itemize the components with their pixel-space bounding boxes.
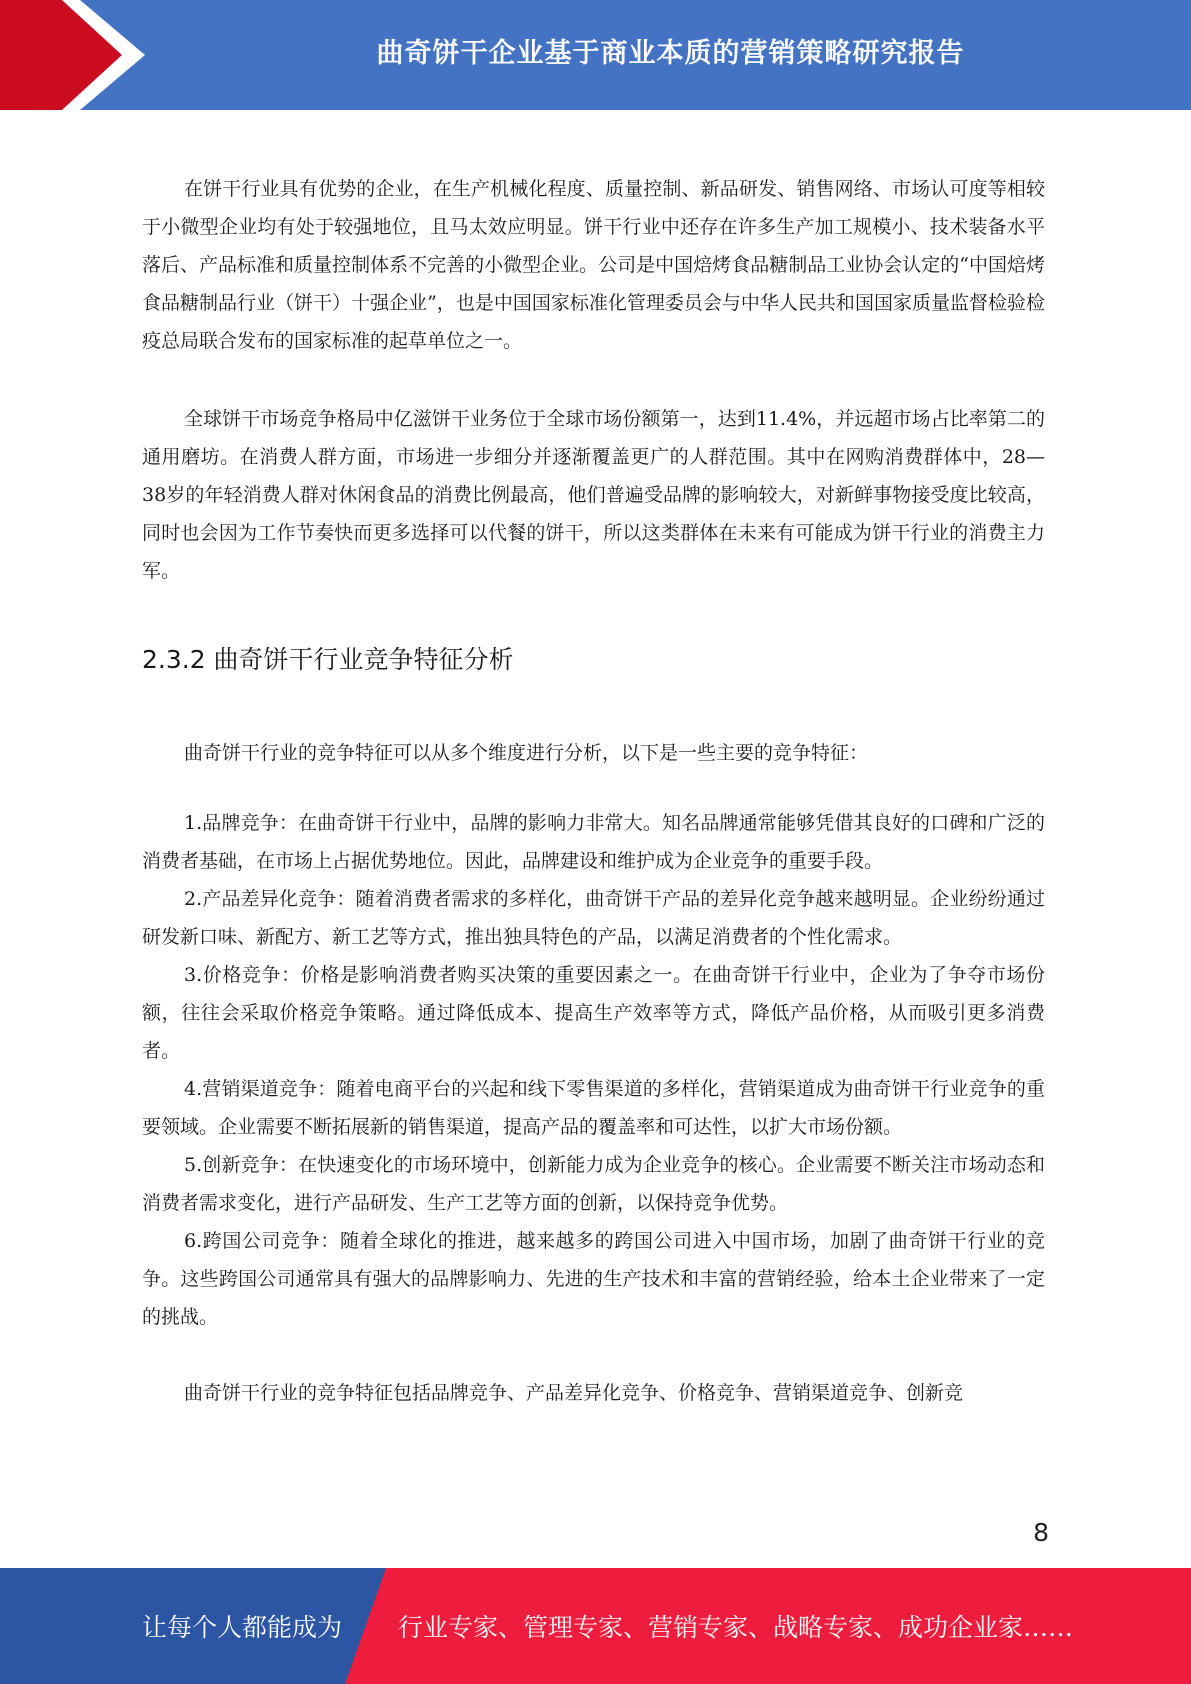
header-arrow-decoration — [0, 0, 160, 110]
list-item: 2.产品差异化竞争：随着消费者需求的多样化，曲奇饼干产品的差异化竞争越来越明显。企业纷纷通过研发新口味、新配方、新工艺等方式，推出独具特色的产品，以满足消费者的个性化需求。 — [142, 888, 1045, 948]
paragraph-global-market: 全球饼干市场竞争格局中亿滋饼干业务位于全球市场份额第一，达到11.4%，并远超市场占比率第二的通用磨坊。在消费人群方面，市场进一步细分并逐渐覆盖更广的人群范围。其中在网购消费群体中，28—38岁的年轻消费人群对休闲食品的消费比例最高，他们普遍受品牌的影响较大，对新鲜事物接受度比较高，同时也会因为工作节奏快而更多选择可以代餐的饼干，所以这类群体在未来有可能成为饼干行业的消费主力军。 — [142, 408, 1045, 582]
page-footer — [0, 1568, 1191, 1684]
page-number: 8 — [1033, 1518, 1049, 1547]
footer-slogan-right: 行业专家、管理专家、营销专家、战略专家、成功企业家…… — [398, 1613, 1074, 1642]
paragraph-intro: 曲奇饼干行业的竞争特征可以从多个维度进行分析，以下是一些主要的竞争特征： — [184, 742, 869, 764]
paragraph-closing: 曲奇饼干行业的竞争特征包括品牌竞争、产品差异化竞争、价格竞争、营销渠道竞争、创新竞 — [184, 1382, 964, 1404]
list-item: 6.跨国公司竞争：随着全球化的推进，越来越多的跨国公司进入中国市场，加剧了曲奇饼干行业的竞争。这些跨国公司通常具有强大的品牌影响力、先进的生产技术和丰富的营销经验，给本土企业带来了一定的挑战。 — [142, 1230, 1045, 1328]
list-item: 3.价格竞争：价格是影响消费者购买决策的重要因素之一。在曲奇饼干行业中，企业为了争夺市场份额，往往会采取价格竞争策略。通过降低成本、提高生产效率等方式，降低产品价格，从而吸引更多消费者。 — [142, 964, 1045, 1062]
document-title: 曲奇饼干企业基于商业本质的营销策略研究报告 — [376, 37, 965, 69]
competition-feature-list — [142, 804, 1045, 1336]
paragraph-industry-advantage: 在饼干行业具有优势的企业，在生产机械化程度、质量控制、新品研发、销售网络、市场认可度等相较于小微型企业均有处于较强地位，且马太效应明显。饼干行业中还存在许多生产加工规模小、技术装备水平落后、产品标准和质量控制体系不完善的小微型企业。公司是中国焙烤食品糖制品工业协会认定的“中国焙烤食品糖制品行业（饼干）十强企业”，也是中国国家标准化管理委员会与中华人民共和国国家质量监督检验检疫总局联合发布的国家标准的起草单位之一。 — [142, 178, 1045, 352]
report-body — [142, 170, 1045, 1412]
list-item: 4.营销渠道竞争：随着电商平台的兴起和线下零售渠道的多样化，营销渠道成为曲奇饼干行业竞争的重要领域。企业需要不断拓展新的销售渠道，提高产品的覆盖率和可达性，以扩大市场份额。 — [142, 1078, 1045, 1138]
list-item: 1.品牌竞争：在曲奇饼干行业中，品牌的影响力非常大。知名品牌通常能够凭借其良好的口碑和广泛的消费者基础，在市场上占据优势地位。因此，品牌建设和维护成为企业竞争的重要手段。 — [142, 812, 1045, 872]
footer-slogan-left: 让每个人都能成为 — [142, 1613, 343, 1642]
list-item: 5.创新竞争：在快速变化的市场环境中，创新能力成为企业竞争的核心。企业需要不断关注市场动态和消费者需求变化，进行产品研发、生产工艺等方面的创新，以保持竞争优势。 — [142, 1154, 1045, 1214]
section-heading: 2.3.2 曲奇饼干行业竞争特征分析 — [142, 645, 514, 674]
page-header — [0, 0, 1191, 110]
